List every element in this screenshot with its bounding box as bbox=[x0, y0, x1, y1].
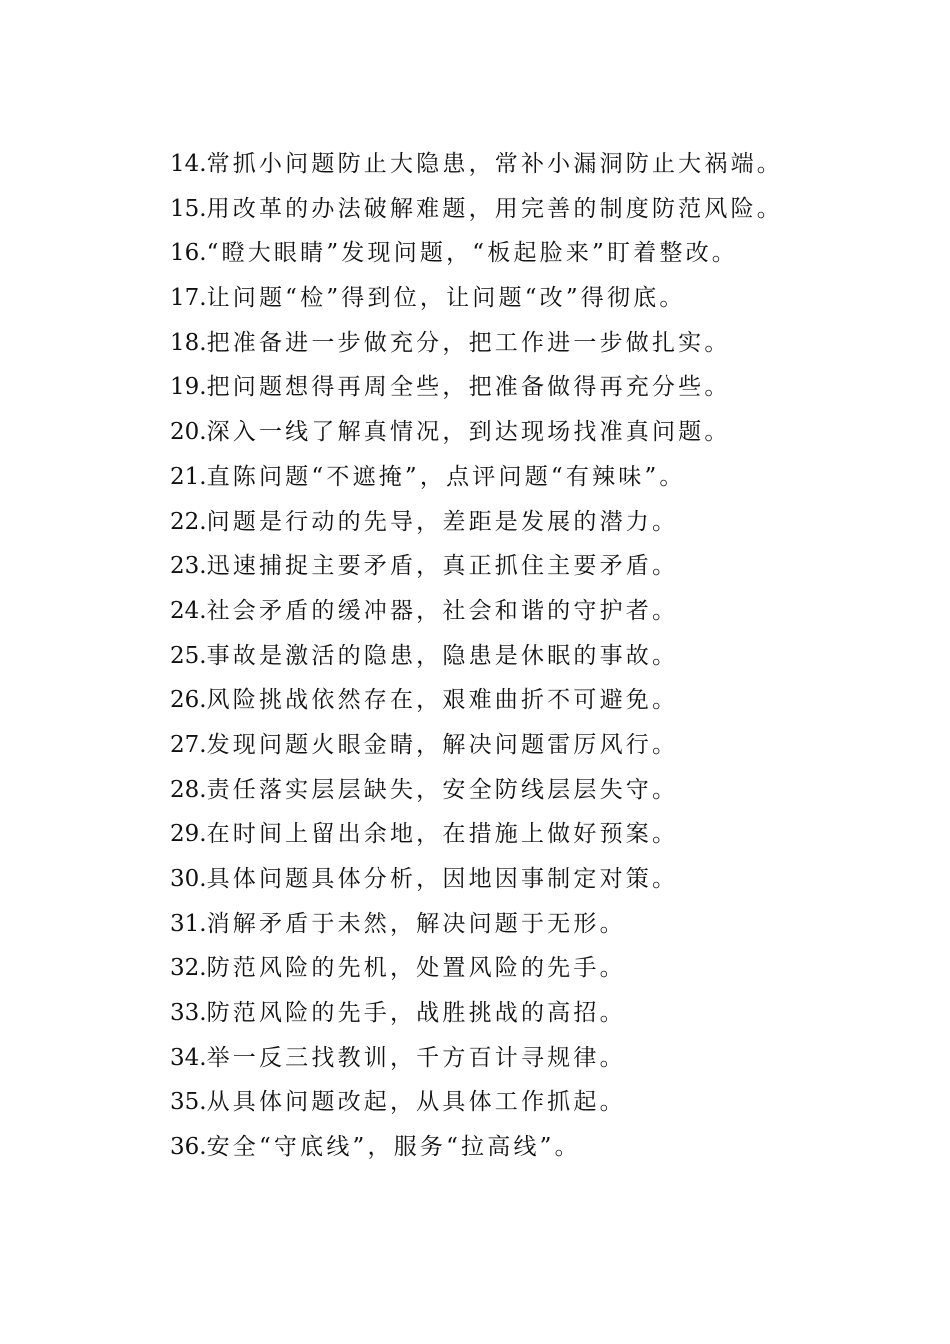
list-item bbox=[170, 1125, 930, 1170]
item-number: 31. bbox=[170, 910, 207, 937]
list-item bbox=[170, 991, 930, 1036]
item-number: 33. bbox=[170, 1000, 207, 1027]
item-number: 36. bbox=[170, 1134, 207, 1161]
list-item bbox=[170, 634, 930, 679]
item-number: 17. bbox=[170, 285, 207, 312]
list-item bbox=[170, 812, 930, 857]
item-number: 14. bbox=[170, 151, 207, 177]
item-number: 15. bbox=[170, 195, 207, 222]
item-text: 深入一线了解真情况，到达现场找准真问题。 bbox=[206, 419, 731, 446]
sentence-list bbox=[170, 142, 930, 1170]
item-number: 28. bbox=[170, 776, 207, 803]
item-number: 20. bbox=[170, 419, 207, 446]
item-text: 社会矛盾的缓冲器，社会和谐的守护者。 bbox=[206, 597, 679, 624]
item-number: 23. bbox=[170, 553, 207, 580]
item-number: 25. bbox=[170, 642, 207, 669]
item-number: 29. bbox=[170, 821, 207, 848]
item-text: 用改革的办法破解难题，用完善的制度防范风险。 bbox=[206, 195, 783, 222]
item-number: 19. bbox=[170, 374, 207, 401]
item-text: 常抓小问题防止大隐患，常补小漏洞防止大祸端。 bbox=[206, 151, 783, 177]
list-item bbox=[170, 410, 930, 455]
item-text: 具体问题具体分析，因地因事制定对策。 bbox=[206, 866, 679, 892]
item-text: 问题是行动的先导，差距是发展的潜力。 bbox=[206, 508, 679, 535]
list-item bbox=[170, 187, 930, 232]
list-item bbox=[170, 1080, 930, 1125]
list-item bbox=[170, 723, 930, 768]
list-item bbox=[170, 455, 930, 500]
list-item bbox=[170, 946, 930, 991]
list-item bbox=[170, 365, 930, 410]
item-number: 27. bbox=[170, 731, 207, 758]
item-text: 消解矛盾于未然，解决问题于无形。 bbox=[206, 910, 626, 937]
item-number: 34. bbox=[170, 1044, 207, 1071]
item-number: 26. bbox=[170, 687, 207, 714]
item-text: 让问题“检”得到位，让问题“改”得彻底。 bbox=[206, 285, 686, 312]
item-text: 安全“守底线”，服务“拉高线”。 bbox=[206, 1134, 581, 1161]
item-text: 责任落实层层缺失，安全防线层层失守。 bbox=[206, 776, 679, 803]
item-text: 直陈问题“不遮掩”，点评问题“有辣味”。 bbox=[206, 463, 686, 490]
list-item bbox=[170, 857, 930, 902]
list-item bbox=[170, 500, 930, 545]
list-item bbox=[170, 678, 930, 723]
item-text: 发现问题火眼金睛，解决问题雷厉风行。 bbox=[206, 731, 679, 758]
item-number: 30. bbox=[170, 866, 207, 892]
item-text: 事故是激活的隐患，隐患是休眠的事故。 bbox=[206, 642, 679, 669]
list-item bbox=[170, 589, 930, 634]
list-item bbox=[170, 544, 930, 589]
item-number: 32. bbox=[170, 955, 207, 982]
item-number: 21. bbox=[170, 463, 207, 490]
item-text: 从具体问题改起，从具体工作抓起。 bbox=[206, 1089, 626, 1116]
list-item bbox=[170, 768, 930, 813]
list-item bbox=[170, 321, 930, 366]
list-item bbox=[170, 231, 930, 276]
list-item bbox=[170, 902, 930, 947]
item-text: 防范风险的先手，战胜挑战的高招。 bbox=[206, 1000, 626, 1027]
item-text: 把问题想得再周全些，把准备做得再充分些。 bbox=[206, 374, 731, 401]
list-item bbox=[170, 1036, 930, 1081]
item-text: 风险挑战依然存在，艰难曲折不可避免。 bbox=[206, 687, 679, 714]
item-text: 防范风险的先机，处置风险的先手。 bbox=[206, 955, 626, 982]
item-number: 24. bbox=[170, 597, 207, 624]
item-text: “瞪大眼睛”发现问题，“板起脸来”盯着整改。 bbox=[206, 240, 739, 267]
item-number: 35. bbox=[170, 1089, 207, 1116]
item-number: 16. bbox=[170, 240, 207, 267]
item-text: 迅速捕捉主要矛盾，真正抓住主要矛盾。 bbox=[206, 553, 679, 580]
item-number: 22. bbox=[170, 508, 207, 535]
list-item bbox=[170, 142, 930, 187]
item-text: 举一反三找教训，千方百计寻规律。 bbox=[206, 1044, 626, 1071]
item-text: 在时间上留出余地，在措施上做好预案。 bbox=[206, 821, 679, 848]
list-item bbox=[170, 276, 930, 321]
item-text: 把准备进一步做充分，把工作进一步做扎实。 bbox=[206, 329, 731, 356]
item-number: 18. bbox=[170, 329, 207, 356]
